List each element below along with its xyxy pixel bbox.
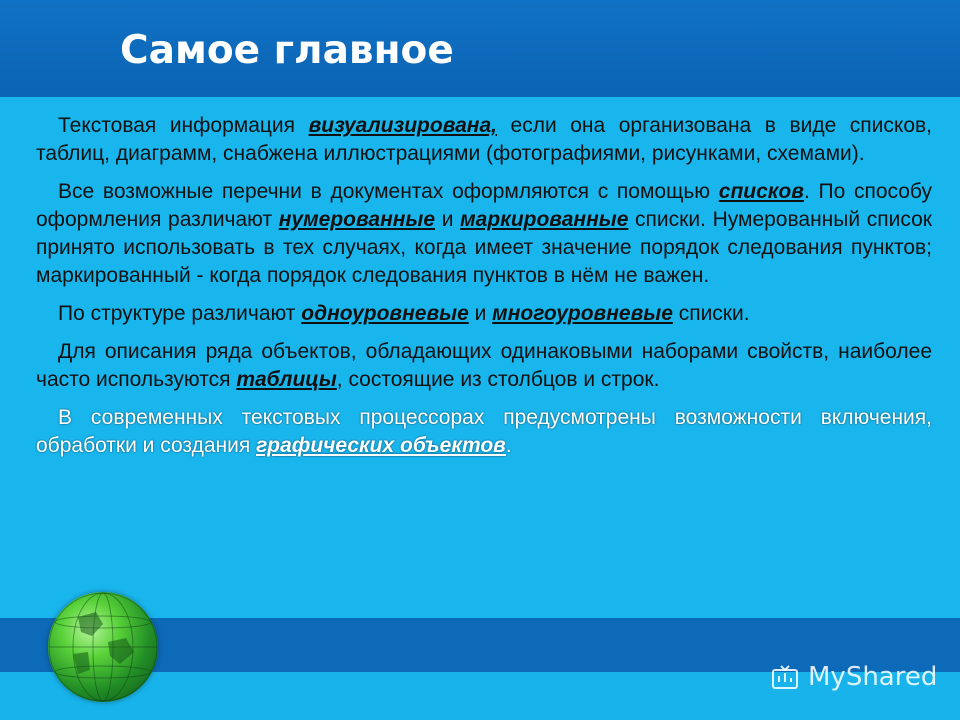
paragraph — [36, 112, 932, 168]
emphasis-term: визуализирована, — [308, 114, 497, 137]
emphasis-term: многоуровневые — [492, 302, 673, 325]
text-segment: , состоящие из столбцов и строк. — [336, 368, 660, 391]
text-segment: Текстовая информация — [58, 114, 309, 137]
text-segment: По структуре различают — [58, 302, 302, 325]
emphasis-term: графических объектов — [256, 434, 506, 457]
emphasis-term: одноуровневые — [301, 302, 469, 325]
text-segment: В современных текстовых процессорах предусмотрены возможности включения, обработки и создания — [36, 406, 932, 457]
paragraph — [36, 300, 932, 328]
paragraph — [36, 178, 932, 290]
text-segment: если она организована в виде списков, таблиц, диаграмм, снабжена иллюстрациями (фотографиями, рисунками, схемами). — [36, 114, 932, 165]
slide-body — [36, 112, 932, 470]
text-segment: и — [468, 302, 493, 325]
emphasis-term: таблицы — [236, 368, 337, 391]
text-segment: . — [505, 434, 512, 457]
emphasis-term: нумерованные — [278, 208, 436, 231]
paragraph — [36, 404, 932, 460]
globe-icon — [48, 592, 158, 702]
watermark — [770, 660, 937, 694]
text-segment: Для описания ряда объектов, обладающих одинаковыми наборами свойств, наиболее часто используются — [36, 340, 932, 391]
text-segment: . По способу оформления различают — [36, 180, 932, 231]
text-segment: Все возможные перечни в документах оформляются с помощью — [58, 180, 719, 203]
text-segment: списки. Нумерованный список принято использовать в тех случаях, когда имеет значение порядок следования пунктов; маркированный - когда порядок следования пунктов в нём не важен. — [36, 208, 932, 287]
emphasis-term: списков — [718, 180, 804, 203]
watermark-text: MyShared — [808, 662, 938, 692]
myshared-logo-icon — [770, 662, 800, 692]
emphasis-term: маркированные — [460, 208, 629, 231]
text-segment: списки. — [672, 302, 750, 325]
slide-header — [0, 0, 960, 97]
slide-title: Самое главное — [120, 28, 454, 73]
text-segment: и — [435, 208, 461, 231]
paragraph — [36, 338, 932, 394]
